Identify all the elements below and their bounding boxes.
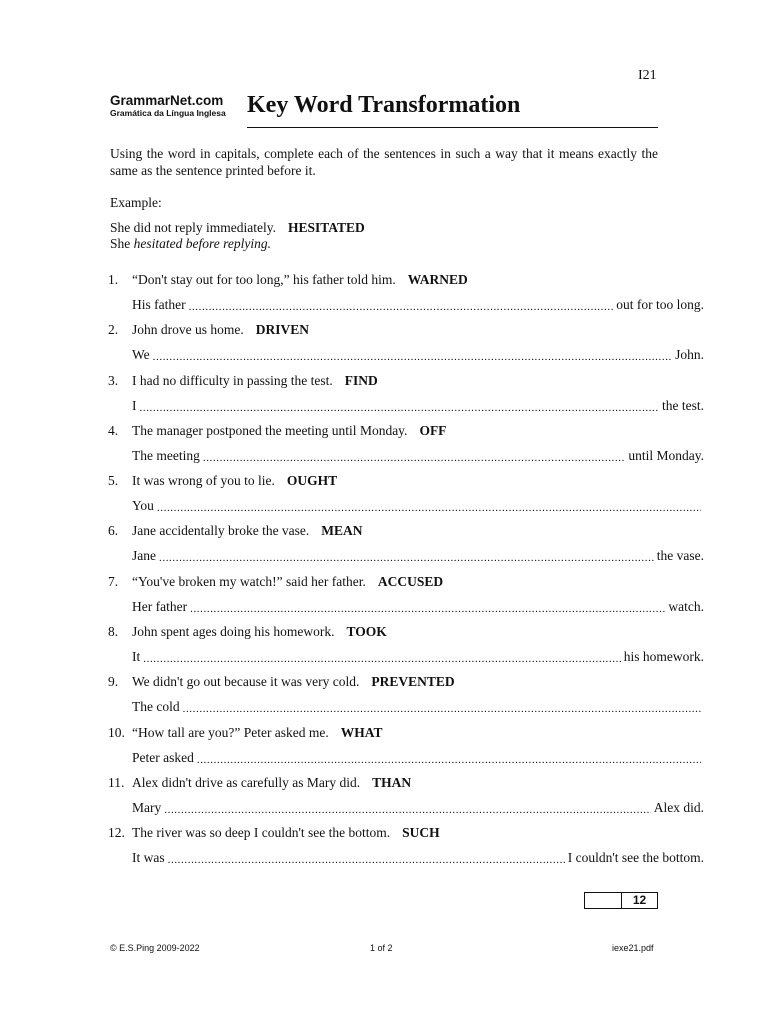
- example-sentence-line: [110, 220, 365, 236]
- item-sentence: “You've broken my watch!” said her father.: [132, 573, 366, 589]
- question-line: [108, 623, 387, 641]
- exercise-code: I21: [638, 68, 657, 83]
- answer-start: Peter asked: [132, 749, 194, 765]
- example-answer-italic: hesitated before replying.: [133, 236, 271, 251]
- answer-start: Jane: [132, 548, 156, 564]
- score-box: [584, 892, 658, 909]
- question-line: [108, 422, 446, 440]
- answer-start: I: [132, 397, 137, 413]
- footer-page-number: 1 of 2: [370, 943, 393, 953]
- item-keyword: TOOK: [346, 624, 387, 640]
- exercise-item: [108, 673, 704, 723]
- answer-line: [132, 497, 704, 515]
- example-label: Example:: [110, 195, 162, 210]
- item-sentence: “Don't stay out for too long,” his father told him.: [132, 272, 396, 287]
- item-number: 10.: [108, 724, 125, 740]
- question-line: [108, 472, 337, 490]
- example-keyword: HESITATED: [287, 220, 365, 235]
- item-sentence: It was wrong of you to lie.: [132, 473, 275, 489]
- exercise-item: [108, 271, 704, 321]
- item-number: 2.: [108, 322, 119, 338]
- item-number: 5.: [108, 473, 119, 489]
- exercise-item: [108, 321, 704, 371]
- answer-blank[interactable]: [197, 753, 701, 767]
- item-sentence: I had no difficulty in passing the test.: [132, 372, 333, 388]
- item-keyword: WHAT: [340, 724, 383, 740]
- question-line: [108, 573, 443, 591]
- answer-start: Her father: [132, 598, 188, 614]
- answer-blank[interactable]: [143, 652, 621, 666]
- brand-name: GrammarNet.com: [110, 93, 224, 108]
- answer-line: [132, 346, 704, 364]
- item-keyword: WARNED: [407, 272, 468, 287]
- answer-blank[interactable]: [153, 350, 672, 364]
- item-keyword: DRIVEN: [255, 322, 310, 338]
- item-keyword: SUCH: [402, 825, 440, 841]
- answer-blank[interactable]: [189, 300, 614, 314]
- answer-blank[interactable]: [168, 853, 565, 867]
- item-sentence: We didn't go out because it was very cold.: [132, 674, 360, 690]
- answer-end: I couldn't see the bottom.: [567, 850, 704, 866]
- answer-start: His father: [132, 297, 186, 312]
- item-keyword: FIND: [344, 372, 378, 388]
- item-number: 6.: [108, 523, 119, 539]
- question-line: [108, 271, 468, 289]
- item-number: 4.: [108, 422, 119, 438]
- answer-blank[interactable]: [164, 803, 651, 817]
- question-line: [108, 774, 411, 792]
- question-line: [108, 724, 383, 742]
- question-line: [108, 321, 309, 339]
- answer-start: It: [132, 649, 141, 665]
- exercise-item: [108, 472, 704, 522]
- item-sentence: Alex didn't drive as carefully as Mary did.: [132, 774, 361, 790]
- exercise-item: [108, 724, 704, 774]
- item-keyword: PREVENTED: [371, 674, 455, 690]
- item-sentence: Jane accidentally broke the vase.: [132, 523, 310, 539]
- item-sentence: John spent ages doing his homework.: [132, 624, 335, 640]
- item-number: 8.: [108, 624, 119, 640]
- answer-line: [132, 799, 704, 817]
- example-answer-start: She: [110, 236, 131, 251]
- answer-blank[interactable]: [183, 702, 701, 716]
- answer-end: the vase.: [656, 548, 704, 564]
- answer-line: [132, 296, 704, 314]
- item-keyword: OUGHT: [286, 473, 338, 489]
- exercise-item: [108, 372, 704, 422]
- answer-blank[interactable]: [190, 602, 665, 616]
- item-number: 9.: [108, 674, 119, 690]
- exercise-item: [108, 422, 704, 472]
- item-keyword: MEAN: [321, 523, 363, 539]
- exercise-item: [108, 522, 704, 572]
- item-sentence: “How tall are you?” Peter asked me.: [132, 724, 329, 740]
- answer-line: [132, 698, 704, 716]
- answer-start: The meeting: [132, 447, 200, 463]
- score-total: 12: [632, 893, 647, 907]
- answer-blank[interactable]: [140, 401, 660, 415]
- item-sentence: The manager postponed the meeting until Monday.: [132, 422, 408, 438]
- answer-blank[interactable]: [203, 451, 626, 465]
- answer-blank[interactable]: [159, 551, 654, 565]
- item-number: 1.: [108, 272, 119, 287]
- item-keyword: OFF: [419, 422, 447, 438]
- answer-start: Mary: [132, 799, 162, 815]
- footer-copyright: © E.S.Ping 2009-2022: [110, 943, 200, 953]
- exercise-item: [108, 573, 704, 623]
- answer-end: out for too long.: [616, 297, 704, 312]
- title-underline: [247, 127, 658, 128]
- exercise-item: [108, 774, 704, 824]
- answer-blank[interactable]: [157, 501, 701, 515]
- exercise-list: [108, 271, 704, 875]
- question-line: [108, 522, 363, 540]
- exercise-item: [108, 623, 704, 673]
- example-answer-line: [110, 236, 271, 252]
- answer-start: We: [132, 347, 150, 363]
- item-sentence: John drove us home.: [132, 322, 244, 338]
- item-keyword: ACCUSED: [377, 573, 444, 589]
- item-number: 12.: [108, 825, 125, 841]
- item-sentence: The river was so deep I couldn't see the bottom.: [132, 825, 391, 841]
- answer-line: [132, 547, 704, 565]
- page-title: Key Word Transformation: [247, 92, 521, 118]
- example-sentence: She did not reply immediately.: [110, 220, 276, 235]
- exercise-item: [108, 824, 704, 874]
- answer-line: [132, 648, 704, 666]
- answer-line: [132, 849, 704, 867]
- answer-start: The cold: [132, 699, 180, 715]
- item-number: 11.: [108, 774, 125, 790]
- item-number: 3.: [108, 372, 119, 388]
- answer-end: his homework.: [623, 649, 704, 665]
- item-number: 7.: [108, 573, 119, 589]
- answer-line: [132, 397, 704, 415]
- answer-start: You: [132, 498, 154, 514]
- answer-end: John.: [675, 347, 704, 363]
- brand-block: [110, 93, 226, 119]
- answer-end: until Monday.: [628, 447, 704, 463]
- answer-line: [132, 447, 704, 465]
- item-keyword: THAN: [372, 774, 412, 790]
- answer-start: It was: [132, 850, 165, 866]
- answer-line: [132, 749, 704, 767]
- answer-end: Alex did.: [653, 799, 704, 815]
- question-line: [108, 824, 440, 842]
- question-line: [108, 372, 378, 390]
- score-blank-cell[interactable]: [585, 893, 622, 908]
- footer-filename: iexe21.pdf: [612, 943, 654, 953]
- answer-end: the test.: [662, 397, 704, 413]
- question-line: [108, 673, 455, 691]
- instructions: Using the word in capitals, complete each of the sentences in such a way that it means exactly the same as the sentence printed before it.: [110, 146, 658, 178]
- brand-subtitle: Gramática da Língua Inglesa: [110, 108, 226, 118]
- answer-end: watch.: [668, 598, 704, 614]
- answer-line: [132, 598, 704, 616]
